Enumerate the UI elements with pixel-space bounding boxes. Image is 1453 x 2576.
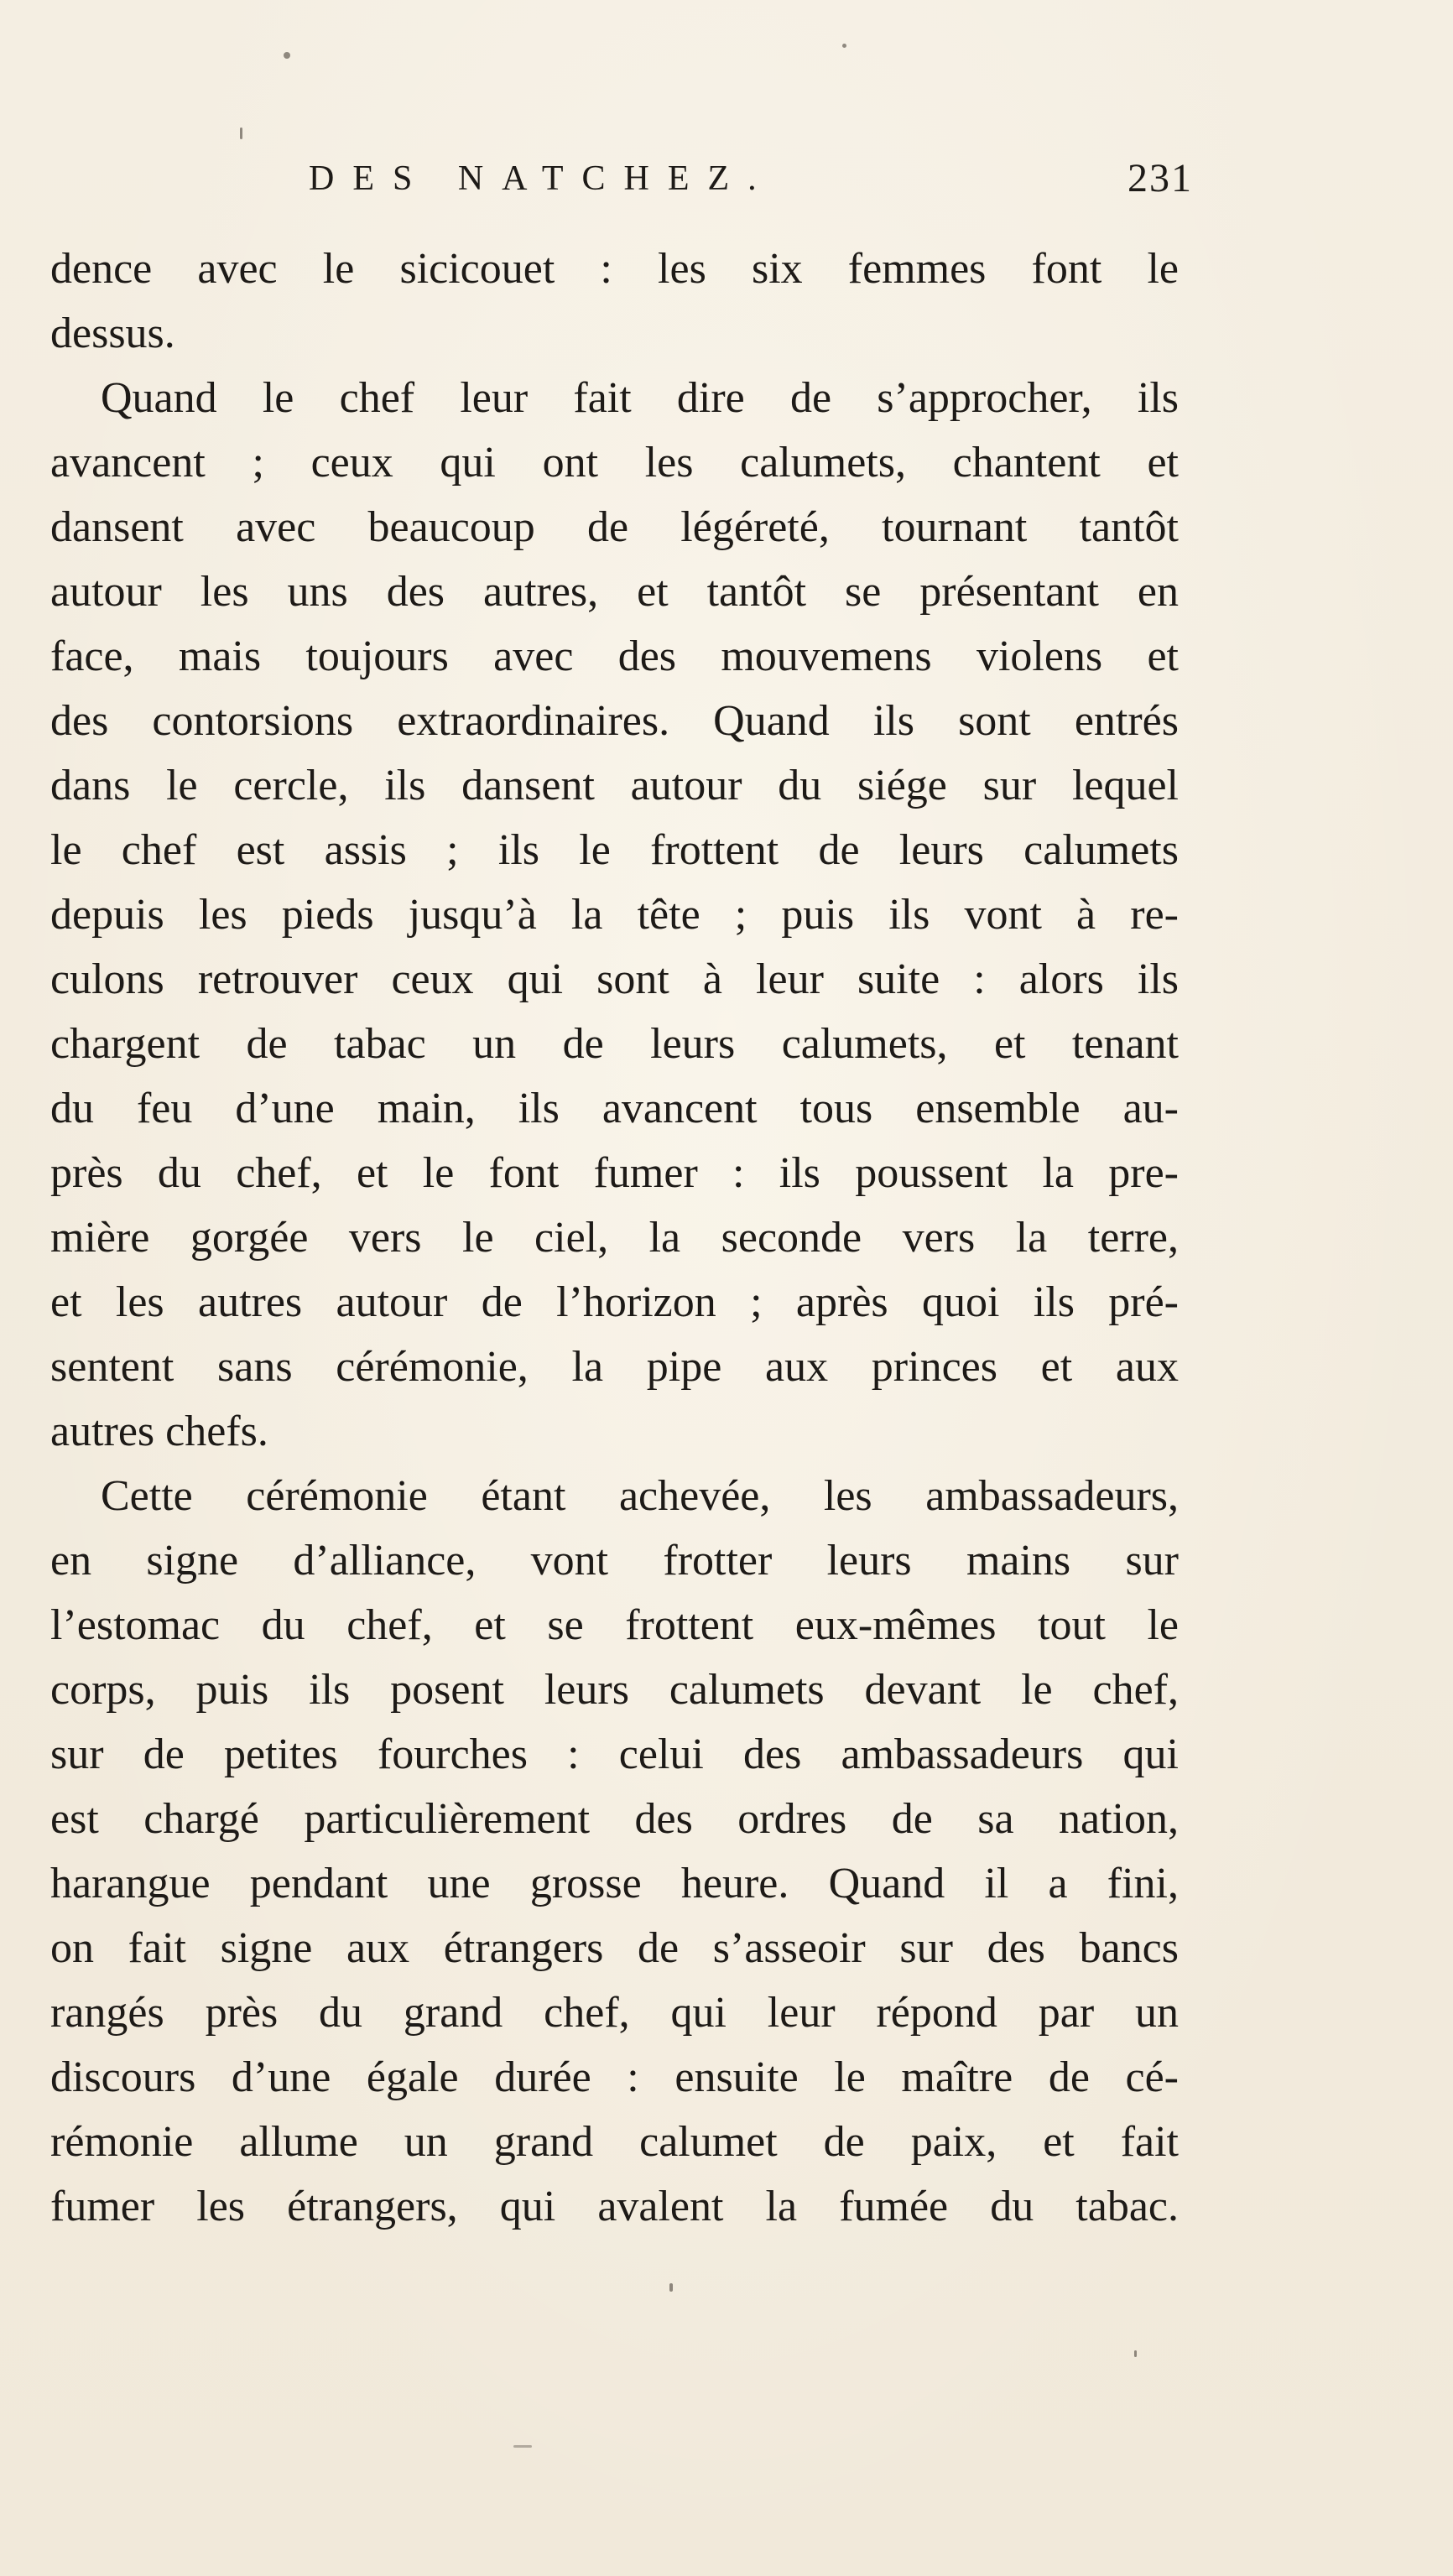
text-line: le chef est assis ; ils le frottent de leurs calumets (50, 826, 1179, 874)
ink-speck (513, 2445, 532, 2448)
text-line: depuis les pieds jusqu’à la tête ; puis ils vont à re- (50, 891, 1179, 939)
text-line: Cette cérémonie étant achevée, les ambassadeurs, (101, 1472, 1179, 1520)
text-line: près du chef, et le font fumer : ils poussent la pre- (50, 1149, 1179, 1197)
ink-speck (842, 44, 846, 48)
running-head (294, 149, 1193, 208)
text-line: fumer les étrangers, qui avalent la fumée du tabac. (50, 2183, 1179, 2230)
ink-speck (1134, 2350, 1137, 2357)
ink-speck (669, 2283, 673, 2292)
text-line: des contorsions extraordinaires. Quand ils sont entrés (50, 697, 1179, 745)
text-line: dessus. (50, 310, 175, 357)
text-line: mière gorgée vers le ciel, la seconde vers la terre, (50, 1214, 1179, 1262)
text-line: discours d’une égale durée : ensuite le maître de cé- (50, 2053, 1179, 2101)
text-line: sur de petites fourches : celui des ambassadeurs qui (50, 1730, 1179, 1778)
text-line: sentent sans cérémonie, la pipe aux princes et aux (50, 1343, 1179, 1391)
ink-speck (284, 52, 290, 59)
text-line: face, mais toujours avec des mouvemens violens et (50, 632, 1179, 680)
text-line: on fait signe aux étrangers de s’asseoir sur des bancs (50, 1924, 1179, 1972)
text-line: culons retrouver ceux qui sont à leur suite : alors ils (50, 955, 1179, 1003)
text-line: chargent de tabac un de leurs calumets, et tenant (50, 1020, 1179, 1068)
page-number: 231 (1128, 156, 1193, 200)
text-line: dans le cercle, ils dansent autour du siége sur lequel (50, 762, 1179, 809)
text-line: du feu d’une main, ils avancent tous ensemble au- (50, 1085, 1179, 1132)
text-line: autour les uns des autres, et tantôt se présentant en (50, 568, 1179, 616)
text-line: en signe d’alliance, vont frotter leurs mains sur (50, 1537, 1179, 1585)
text-line: autres chefs. (50, 1408, 268, 1455)
text-line: Quand le chef leur fait dire de s’approcher, ils (101, 374, 1179, 422)
text-line: avancent ; ceux qui ont les calumets, chantent et (50, 439, 1179, 487)
body-text (50, 237, 1179, 2239)
text-line: est chargé particulièrement des ordres de sa nation, (50, 1795, 1179, 1843)
text-line: rangés près du grand chef, qui leur répond par un (50, 1989, 1179, 2037)
text-line: harangue pendant une grosse heure. Quand il a fini, (50, 1860, 1179, 1907)
text-line: rémonie allume un grand calumet de paix, et fait (50, 2118, 1179, 2166)
text-line: et les autres autour de l’horizon ; après quoi ils pré- (50, 1278, 1179, 1326)
running-title: DES NATCHEZ. (309, 159, 775, 198)
ink-speck (240, 127, 242, 139)
text-line: corps, puis ils posent leurs calumets devant le chef, (50, 1666, 1179, 1714)
text-line: dansent avec beaucoup de légéreté, tournant tantôt (50, 503, 1179, 551)
text-line: dence avec le sicicouet : les six femmes font le (50, 245, 1179, 293)
text-line: l’estomac du chef, et se frottent eux-mêmes tout le (50, 1601, 1179, 1649)
